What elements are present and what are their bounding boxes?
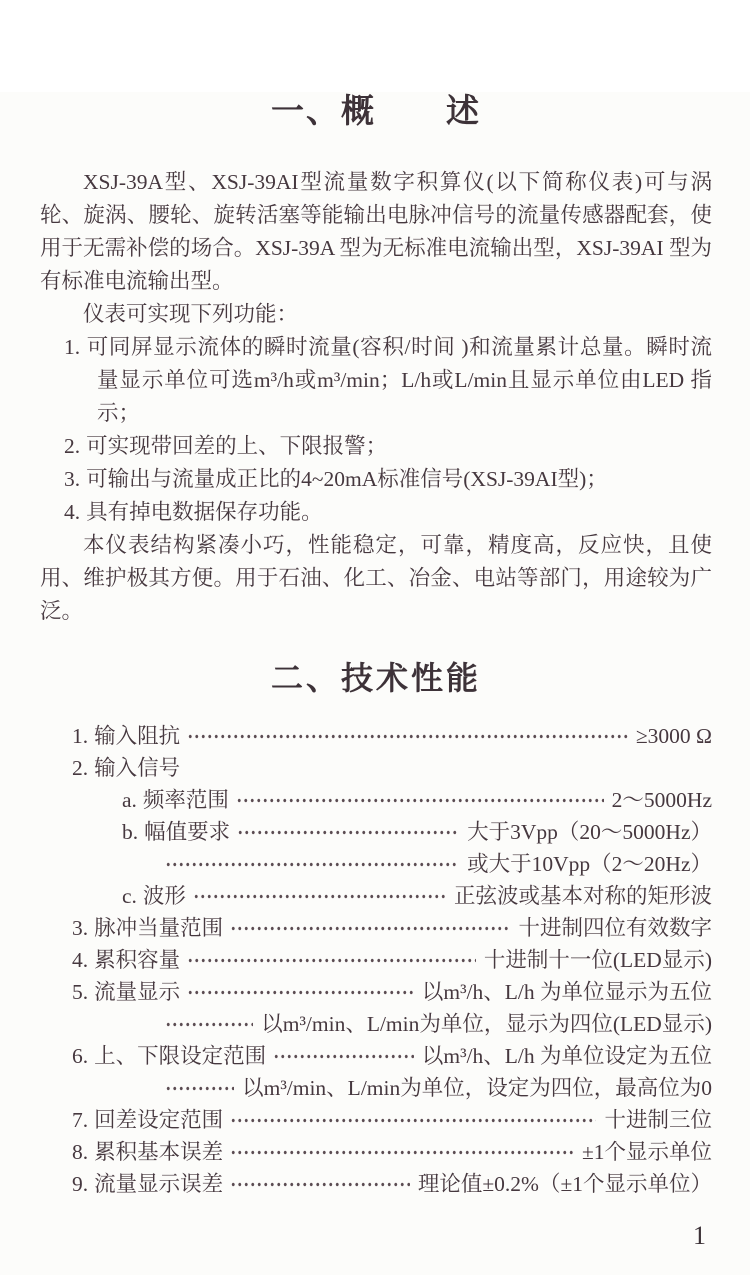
dotted-leader [230,1111,596,1129]
features-intro: 仪表可实现下列功能： [83,302,299,326]
spec-label: 频率范围 [142,788,229,812]
feature-text: 具有掉电数据保存功能。 [86,500,323,524]
intro-paragraph: XSJ-39A型、XSJ-39AI型流量数字积算仪(以下简称仪表)可与涡轮、旋涡、腰轮、旋转活塞等能输出电脉冲信号的流量传感器配套，使用于无需补偿的场合。XSJ-39A 型为无标准电流输出型，XSJ-39AI 型为有标准电流输出型。 [40,170,712,293]
spec-number: a. [122,788,137,812]
dotted-leader [187,983,414,1001]
spec-number: 4. [72,948,89,972]
spec-label: 流量显示误差 [94,1172,224,1196]
feature-number: 1. [64,335,81,359]
spec-row [72,912,712,944]
feature-number: 2. [64,434,81,458]
closing-paragraph: 本仪表结构紧凑小巧，性能稳定，可靠，精度高，反应快，且使用、维护极其方便。用于石油、化工、冶金、电站等部门，用途较为广泛。 [40,533,712,623]
feature-item [64,331,712,430]
dotted-leader [187,951,476,969]
spec-label: 脉冲当量范围 [94,916,224,940]
spec-row [72,1104,712,1136]
spec-value: 理论值±0.2%（±1个显示单位） [417,1172,712,1196]
feature-text: 可同屏显示流体的瞬时流量(容积/时间 )和流量累计总量。瞬时流量显示单位可选m³/h或m³/min；L/h或L/min且显示单位由LED 指示； [86,335,712,425]
dotted-leader [230,1175,410,1193]
spec-value: 或大于10Vpp（2～20Hz） [467,852,712,876]
spec-value: 大于3Vpp（20～5000Hz） [467,820,712,844]
spec-label: 回差设定范围 [94,1108,224,1132]
spec-row [72,1168,712,1200]
spec-number: 8. [72,1140,89,1164]
spec-number: 3. [72,916,89,940]
spec-label: 流量显示 [94,980,181,1004]
spec-row [122,816,712,848]
spec-value: 2～5000Hz [611,788,712,812]
spec-row [122,880,712,912]
spec-number: 1. [72,724,89,748]
spec-value: ≥3000 Ω [635,724,712,748]
dotted-leader [165,855,459,873]
spec-number: 7. [72,1108,89,1132]
dotted-leader [165,1079,234,1097]
spec-label: 累积基本误差 [94,1140,224,1164]
spec-value: 以m³/h、L/h 为单位显示为五位 [421,980,712,1004]
spec-value: 十进制十一位(LED显示) [483,948,712,972]
spec-value: 以m³/h、L/h 为单位设定为五位 [421,1044,712,1068]
spec-label: 输入阻抗 [94,724,181,748]
feature-number: 4. [64,500,81,524]
spec-row-continuation [158,1008,712,1040]
dotted-leader [187,727,628,745]
dotted-leader [187,759,704,777]
spec-row-continuation [158,848,712,880]
feature-item [64,496,712,529]
spec-row [72,752,712,784]
spec-number: 2. [72,756,89,780]
spec-row [122,784,712,816]
document-page [0,92,750,1275]
dotted-leader [165,1015,253,1033]
section1-title: 一、概 述 [271,94,481,130]
spec-value: 以m³/min、L/min为单位，显示为四位(LED显示) [261,1012,712,1036]
dotted-leader [236,791,604,809]
section2-title: 二、技术性能 [270,660,481,696]
dotted-leader [230,919,510,937]
spec-number: 9. [72,1172,89,1196]
page-number: 1 [693,1221,706,1250]
spec-row-continuation [158,1072,712,1104]
spec-row [72,976,712,1008]
spec-row [72,944,712,976]
feature-number: 3. [64,467,81,491]
spec-label: 输入信号 [94,756,181,780]
dotted-leader [193,887,446,905]
spec-row [72,720,712,752]
spec-number: 5. [72,980,89,1004]
feature-item [64,430,712,463]
spec-number: b. [122,820,139,844]
spec-number: 6. [72,1044,89,1068]
spec-value: 以m³/min、L/min为单位，设定为四位，最高位为0 [242,1076,712,1100]
feature-text: 可实现带回差的上、下限报警； [86,434,388,458]
dotted-leader [230,1143,574,1161]
spec-label: 幅值要求 [144,820,231,844]
spec-value: ±1个显示单位 [581,1140,712,1164]
spec-value: 十进制四位有效数字 [518,916,712,940]
spec-list [40,720,712,1200]
spec-value: 正弦波或基本对称的矩形波 [453,884,712,908]
spec-number: c. [122,884,137,908]
spec-row [72,1040,712,1072]
spec-label: 上、下限设定范围 [94,1044,267,1068]
dotted-leader [237,823,459,841]
spec-label: 累积容量 [94,948,181,972]
feature-text: 可输出与流量成正比的4~20mA标准信号(XSJ-39AI型)； [86,467,608,491]
dotted-leader [273,1047,414,1065]
feature-item [64,463,712,496]
spec-row [72,1136,712,1168]
spec-value: 十进制三位 [604,1108,712,1132]
spec-label: 波形 [142,884,186,908]
